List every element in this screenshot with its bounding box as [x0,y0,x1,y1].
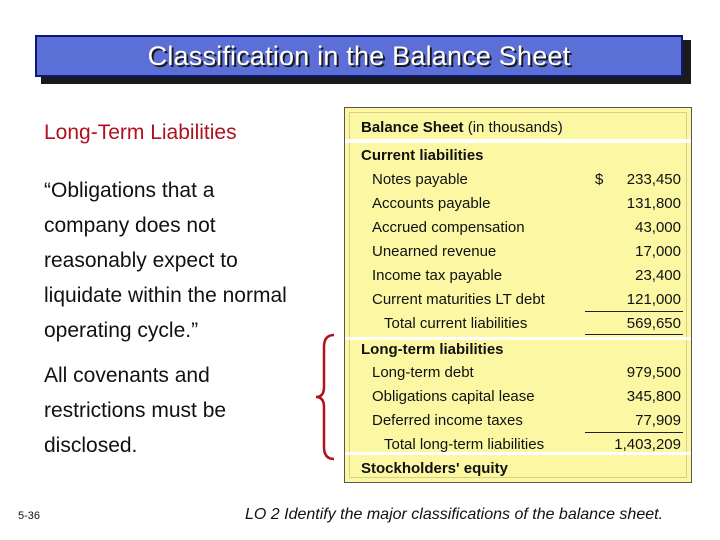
title-banner [35,35,683,77]
row-label: Long-term debt [372,364,474,381]
subheading: Long-Term Liabilities [44,121,237,144]
total-label: Total long-term liabilities [384,436,545,453]
row-amount: 43,000 [635,219,681,236]
definition-line: operating cycle.” [44,319,199,342]
definition-line: reasonably expect to [44,249,238,272]
row-amount: 121,000 [626,291,681,308]
balance-sheet-table [344,107,692,483]
long-term-liabilities-heading: Long-term liabilities [361,341,504,358]
underline-rule [585,311,683,312]
curly-brace-icon [312,332,338,462]
stockholders-equity-heading: Stockholders' equity [361,460,508,477]
learning-objective: LO 2 Identify the major classifications of the balance sheet. [245,506,664,523]
total-label: Total current liabilities [384,315,528,332]
row-amount: 233,450 [626,171,681,188]
currency-symbol: $ [595,171,604,188]
divider [345,337,691,340]
row-label: Unearned revenue [372,243,497,260]
row-label: Income tax payable [372,267,503,284]
total-amount: 1,403,209 [614,436,681,453]
row-label: Obligations capital lease [372,388,535,405]
current-liabilities-heading: Current liabilities [361,147,484,164]
definition-text [44,173,324,348]
underline-rule [585,334,683,335]
total-amount: 569,650 [626,315,681,332]
slide-title: Classification in the Balance Sheet [147,40,571,71]
row-label: Deferred income taxes [372,412,523,429]
row-label: Accounts payable [372,195,491,212]
definition-line: “Obligations that a [44,179,215,202]
divider [345,139,691,143]
row-amount: 23,400 [635,267,681,284]
row-amount: 131,800 [626,195,681,212]
note-line: disclosed. [44,434,138,457]
underline-rule [585,432,683,433]
slide-number: 5-36 [18,510,41,522]
row-amount: 17,000 [635,243,681,260]
row-label: Notes payable [372,171,468,188]
sheet-title: Balance Sheet (in thousands) [361,119,563,136]
definition-line: company does not [44,214,216,237]
row-amount: 345,800 [626,388,681,405]
note-line: All covenants and [44,364,210,387]
row-amount: 979,500 [626,364,681,381]
row-label: Accrued compensation [372,219,525,236]
row-amount: 77,909 [635,412,681,429]
row-label: Current maturities LT debt [372,291,545,308]
note-text [44,358,284,463]
definition-line: liquidate within the normal [44,284,287,307]
note-line: restrictions must be [44,399,227,422]
